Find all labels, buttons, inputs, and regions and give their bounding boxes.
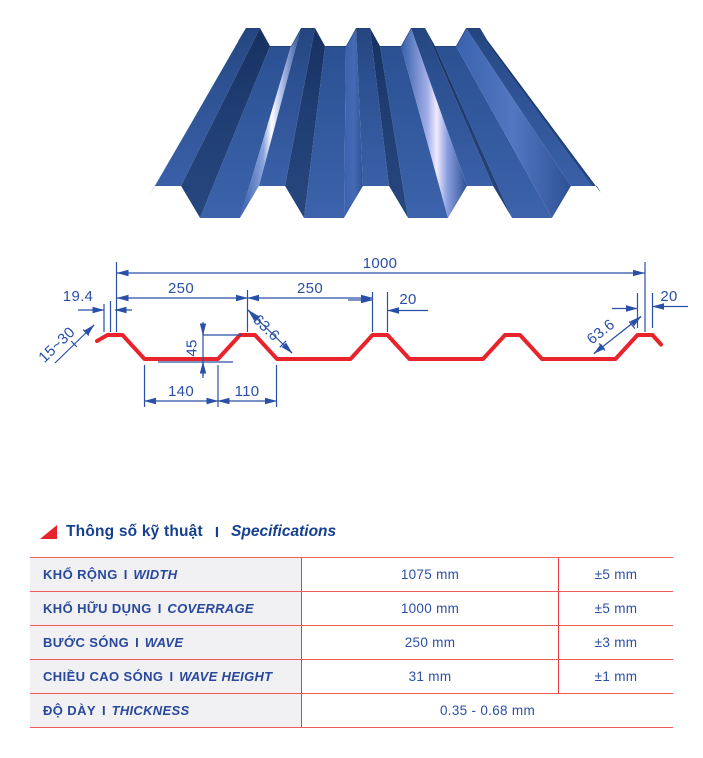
spec-name-en: WIDTH xyxy=(133,567,178,582)
spec-name-cell xyxy=(30,694,302,727)
dim-lip-angle: 15~30 xyxy=(35,323,79,367)
roof-sheet-photo xyxy=(0,0,703,240)
table-row xyxy=(30,660,673,694)
dim-overall-width: 1000 xyxy=(362,255,398,272)
heading-vietnamese: Thông số kỹ thuật xyxy=(66,523,203,540)
spec-name-vn: CHIỀU CAO SÓNG xyxy=(43,669,164,684)
red-triangle-icon xyxy=(40,525,57,539)
dim-slope-right: 63.6 xyxy=(583,315,619,349)
spec-tolerance-cell: ±3 mm xyxy=(594,635,638,650)
dim-lip: 19.4 xyxy=(62,288,94,305)
table-row xyxy=(30,592,673,626)
table-row xyxy=(30,558,673,592)
spec-value-cell: 0.35 - 0.68 mm xyxy=(440,703,535,718)
spec-name-vn: KHỔ RỘNG xyxy=(43,567,118,582)
heading-divider: I xyxy=(214,523,220,541)
sheet-profile-line xyxy=(97,335,661,359)
spec-name-separator: I xyxy=(123,567,128,582)
spec-tolerance-cell: ±5 mm xyxy=(594,567,638,582)
dim-height: 45 xyxy=(183,339,201,357)
spec-name-vn: BƯỚC SÓNG xyxy=(43,635,130,650)
profile-dimension-diagram xyxy=(0,245,703,420)
spec-name-separator: I xyxy=(157,601,162,616)
dimension-ticks xyxy=(71,316,635,351)
spec-name-cell xyxy=(30,660,302,693)
spec-tolerance-cell: ±1 mm xyxy=(594,669,638,684)
spec-value-cell: 1000 mm xyxy=(302,592,559,625)
sheet-ribs xyxy=(136,28,616,218)
spec-name-en: WAVE HEIGHT xyxy=(179,669,273,684)
spec-name-separator: I xyxy=(135,635,139,650)
dim-rib-width: 110 xyxy=(234,383,260,400)
heading-english: Specifications xyxy=(231,523,337,540)
spec-name-cell xyxy=(30,558,302,591)
spec-name-separator: I xyxy=(169,669,174,684)
spec-value-cell: 1075 mm xyxy=(302,558,559,591)
spec-tolerance-cell: ±5 mm xyxy=(594,601,638,616)
spec-name-cell xyxy=(30,592,302,625)
spec-value-cell: 31 mm xyxy=(302,660,559,693)
spec-name-vn: ĐỘ DÀY xyxy=(43,703,96,718)
spec-name-en: THICKNESS xyxy=(111,703,190,718)
spec-value-cell: 250 mm xyxy=(302,626,559,659)
specifications-table xyxy=(30,557,673,728)
dim-valley-width: 140 xyxy=(168,383,194,400)
table-row xyxy=(30,626,673,660)
spec-name-en: COVERRAGE xyxy=(167,601,254,616)
extension-lines xyxy=(55,262,653,407)
table-row xyxy=(30,694,673,728)
spec-name-cell xyxy=(30,626,302,659)
specifications-heading xyxy=(40,522,336,542)
dim-top-mid: 20 xyxy=(399,291,417,308)
dim-pitch-left: 250 xyxy=(168,280,194,297)
spec-name-separator: I xyxy=(101,703,106,718)
dim-top-right: 20 xyxy=(660,288,678,305)
spec-name-vn: KHỔ HỮU DỤNG xyxy=(43,601,152,616)
spec-name-en: WAVE xyxy=(144,635,184,650)
dim-slope-left: 63.6 xyxy=(249,311,283,345)
dim-pitch-right: 250 xyxy=(297,280,323,297)
